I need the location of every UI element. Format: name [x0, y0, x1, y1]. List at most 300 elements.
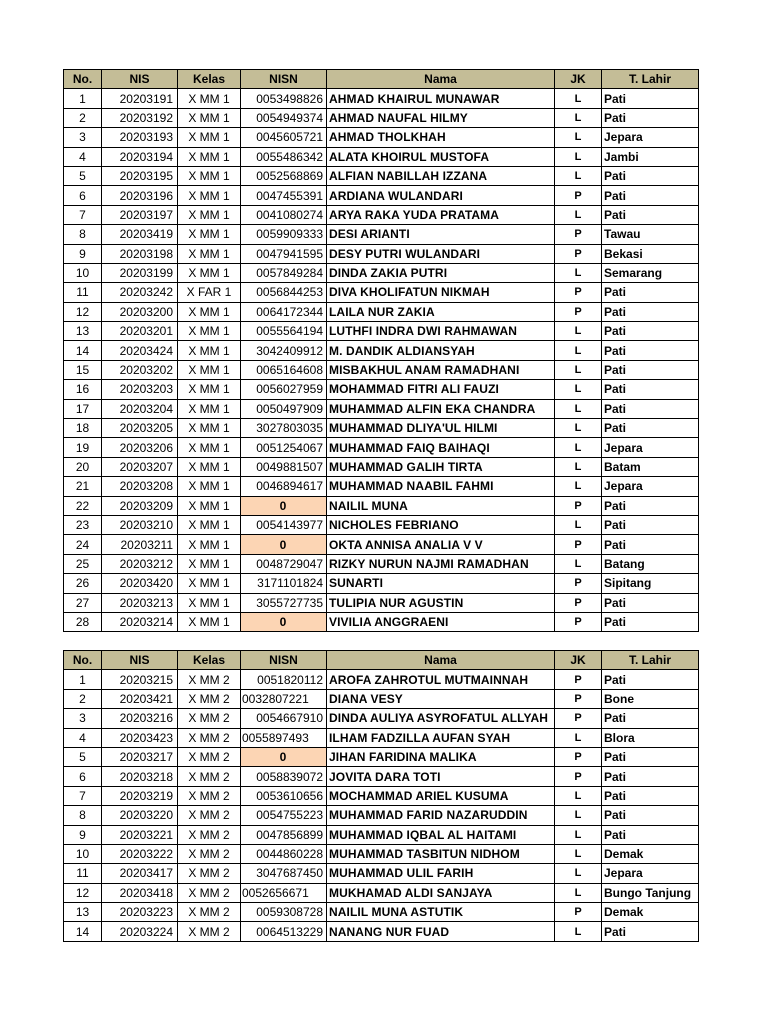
nisn-cell: 0056027959 [241, 380, 327, 399]
nis-cell: 20203424 [102, 341, 178, 360]
kelas-cell: X MM 1 [178, 438, 241, 457]
table-row [64, 360, 699, 379]
nisn-cell: 0052568869 [241, 166, 327, 185]
nama-cell: NAILIL MUNA [327, 496, 555, 515]
nisn-cell: 0054949374 [241, 108, 327, 127]
table-row [64, 399, 699, 418]
nis-cell: 20203208 [102, 477, 178, 496]
jk-cell: L [555, 883, 602, 902]
nama-cell: AHMAD THOLKHAH [327, 128, 555, 147]
nama-cell: DIVA KHOLIFATUN NIKMAH [327, 283, 555, 302]
tempat-lahir-cell: Pati [602, 496, 699, 515]
row-number: 16 [64, 380, 102, 399]
tempat-lahir-cell: Pati [602, 205, 699, 224]
kelas-cell: X MM 2 [178, 747, 241, 766]
nama-cell: JOVITA DARA TOTI [327, 767, 555, 786]
kelas-cell: X MM 1 [178, 166, 241, 185]
tempat-lahir-cell: Pati [602, 922, 699, 941]
nisn-cell: 0048729047 [241, 554, 327, 573]
table-row [64, 147, 699, 166]
nis-cell: 20203214 [102, 612, 178, 631]
jk-cell: L [555, 419, 602, 438]
tempat-lahir-cell: Pati [602, 535, 699, 554]
jk-cell: P [555, 186, 602, 205]
nama-cell: ARDIANA WULANDARI [327, 186, 555, 205]
jk-cell: L [555, 825, 602, 844]
kelas-cell: X MM 1 [178, 380, 241, 399]
kelas-cell: X MM 1 [178, 186, 241, 205]
jk-cell: L [555, 786, 602, 805]
row-number: 27 [64, 593, 102, 612]
nisn-cell: 3027803035 [241, 419, 327, 438]
header-jk: JK [555, 70, 602, 89]
nis-cell: 20203194 [102, 147, 178, 166]
row-number: 13 [64, 903, 102, 922]
nama-cell: DINDA AULIYA ASYROFATUL ALLYAH [327, 709, 555, 728]
row-number: 4 [64, 147, 102, 166]
nis-cell: 20203192 [102, 108, 178, 127]
tempat-lahir-cell: Batam [602, 457, 699, 476]
kelas-cell: X MM 2 [178, 709, 241, 728]
kelas-cell: X MM 1 [178, 554, 241, 573]
table-row [64, 244, 699, 263]
nis-cell: 20203221 [102, 825, 178, 844]
nisn-cell: 0 [241, 612, 327, 631]
nisn-cell: 0047856899 [241, 825, 327, 844]
nisn-cell: 3042409912 [241, 341, 327, 360]
nis-cell: 20203218 [102, 767, 178, 786]
nis-cell: 20203219 [102, 786, 178, 805]
tempat-lahir-cell: Pati [602, 747, 699, 766]
nisn-cell: 0052656671 [241, 883, 327, 902]
kelas-cell: X MM 2 [178, 864, 241, 883]
nisn-cell: 3047687450 [241, 864, 327, 883]
kelas-cell: X MM 1 [178, 515, 241, 534]
row-number: 12 [64, 883, 102, 902]
nis-cell: 20203204 [102, 399, 178, 418]
jk-cell: L [555, 360, 602, 379]
nis-cell: 20203210 [102, 515, 178, 534]
nama-cell: LAILA NUR ZAKIA [327, 302, 555, 321]
nama-cell: TULIPIA NUR AGUSTIN [327, 593, 555, 612]
row-number: 13 [64, 322, 102, 341]
kelas-cell: X MM 2 [178, 786, 241, 805]
nama-cell: RIZKY NURUN NAJMI RAMADHAN [327, 554, 555, 573]
kelas-cell: X MM 2 [178, 825, 241, 844]
row-number: 7 [64, 205, 102, 224]
table-row [64, 903, 699, 922]
nisn-cell: 0032807221 [241, 689, 327, 708]
kelas-cell: X MM 1 [178, 89, 241, 108]
table-row [64, 341, 699, 360]
kelas-cell: X MM 1 [178, 108, 241, 127]
jk-cell: L [555, 554, 602, 573]
nis-cell: 20203222 [102, 844, 178, 863]
row-number: 3 [64, 709, 102, 728]
nis-cell: 20203223 [102, 903, 178, 922]
nis-cell: 20203423 [102, 728, 178, 747]
nama-cell: MUHAMMAD NAABIL FAHMI [327, 477, 555, 496]
nama-cell: MUHAMMAD IQBAL AL HAITAMI [327, 825, 555, 844]
row-number: 26 [64, 574, 102, 593]
nama-cell: MUHAMMAD DLIYA'UL HILMI [327, 419, 555, 438]
kelas-cell: X MM 2 [178, 767, 241, 786]
nama-cell: SUNARTI [327, 574, 555, 593]
kelas-cell: X FAR 1 [178, 283, 241, 302]
kelas-cell: X MM 1 [178, 419, 241, 438]
row-number: 28 [64, 612, 102, 631]
nama-cell: DIANA VESY [327, 689, 555, 708]
tempat-lahir-cell: Blora [602, 728, 699, 747]
tempat-lahir-cell: Pati [602, 612, 699, 631]
tempat-lahir-cell: Jepara [602, 128, 699, 147]
kelas-cell: X MM 1 [178, 496, 241, 515]
nis-cell: 20203419 [102, 225, 178, 244]
jk-cell: P [555, 244, 602, 263]
tempat-lahir-cell: Jepara [602, 438, 699, 457]
table-row [64, 225, 699, 244]
nama-cell: OKTA ANNISA ANALIA V V [327, 535, 555, 554]
nis-cell: 20203207 [102, 457, 178, 476]
nisn-cell: 0051820112 [241, 670, 327, 689]
kelas-cell: X MM 2 [178, 922, 241, 941]
nis-cell: 20203418 [102, 883, 178, 902]
table-row [64, 574, 699, 593]
nisn-cell: 0047941595 [241, 244, 327, 263]
nisn-cell: 0053498826 [241, 89, 327, 108]
tempat-lahir-cell: Pati [602, 89, 699, 108]
nama-cell: MUKHAMAD ALDI SANJAYA [327, 883, 555, 902]
row-number: 5 [64, 166, 102, 185]
jk-cell: L [555, 457, 602, 476]
table-row [64, 128, 699, 147]
tempat-lahir-cell: Pati [602, 593, 699, 612]
kelas-cell: X MM 1 [178, 457, 241, 476]
tempat-lahir-cell: Pati [602, 360, 699, 379]
nisn-cell: 0059909333 [241, 225, 327, 244]
nisn-cell: 0047455391 [241, 186, 327, 205]
nisn-cell: 0055897493 [241, 728, 327, 747]
tempat-lahir-cell: Pati [602, 302, 699, 321]
nisn-cell: 0050497909 [241, 399, 327, 418]
tempat-lahir-cell: Pati [602, 186, 699, 205]
kelas-cell: X MM 2 [178, 689, 241, 708]
nama-cell: MUHAMMAD FAIQ BAIHAQI [327, 438, 555, 457]
nama-cell: AHMAD KHAIRUL MUNAWAR [327, 89, 555, 108]
table-row [64, 728, 699, 747]
nama-cell: MUHAMMAD GALIH TIRTA [327, 457, 555, 476]
nama-cell: DESY PUTRI WULANDARI [327, 244, 555, 263]
table-row [64, 689, 699, 708]
nis-cell: 20203195 [102, 166, 178, 185]
table-row [64, 205, 699, 224]
jk-cell: P [555, 496, 602, 515]
jk-cell: L [555, 399, 602, 418]
nis-cell: 20203206 [102, 438, 178, 457]
table-row [64, 263, 699, 282]
row-number: 19 [64, 438, 102, 457]
tempat-lahir-cell: Pati [602, 380, 699, 399]
nis-cell: 20203224 [102, 922, 178, 941]
nis-cell: 20203217 [102, 747, 178, 766]
nisn-cell: 0054143977 [241, 515, 327, 534]
header-nama: Nama [327, 651, 555, 670]
header-nis: NIS [102, 70, 178, 89]
nama-cell: ILHAM FADZILLA AUFAN SYAH [327, 728, 555, 747]
nis-cell: 20203193 [102, 128, 178, 147]
tempat-lahir-cell: Bone [602, 689, 699, 708]
kelas-cell: X MM 2 [178, 806, 241, 825]
row-number: 10 [64, 844, 102, 863]
nis-cell: 20203198 [102, 244, 178, 263]
nisn-cell: 0065164608 [241, 360, 327, 379]
table-row [64, 166, 699, 185]
nama-cell: NAILIL MUNA ASTUTIK [327, 903, 555, 922]
jk-cell: L [555, 128, 602, 147]
nisn-cell: 0 [241, 535, 327, 554]
student-table-x-mm-2 [63, 650, 699, 942]
tempat-lahir-cell: Pati [602, 419, 699, 438]
table-row [64, 322, 699, 341]
tempat-lahir-cell: Pati [602, 670, 699, 689]
tempat-lahir-cell: Pati [602, 767, 699, 786]
jk-cell: L [555, 864, 602, 883]
jk-cell: L [555, 166, 602, 185]
nama-cell: M. DANDIK ALDIANSYAH [327, 341, 555, 360]
nis-cell: 20203196 [102, 186, 178, 205]
kelas-cell: X MM 1 [178, 593, 241, 612]
nis-cell: 20203200 [102, 302, 178, 321]
row-number: 22 [64, 496, 102, 515]
jk-cell: P [555, 689, 602, 708]
jk-cell: P [555, 612, 602, 631]
jk-cell: L [555, 477, 602, 496]
table-row [64, 767, 699, 786]
tempat-lahir-cell: Pati [602, 283, 699, 302]
jk-cell: L [555, 205, 602, 224]
tempat-lahir-cell: Jepara [602, 864, 699, 883]
nis-cell: 20203417 [102, 864, 178, 883]
table-header-row [64, 651, 699, 670]
tempat-lahir-cell: Pati [602, 399, 699, 418]
header-kelas: Kelas [178, 70, 241, 89]
nisn-cell: 0 [241, 496, 327, 515]
row-number: 23 [64, 515, 102, 534]
nama-cell: MUHAMMAD FARID NAZARUDDIN [327, 806, 555, 825]
nama-cell: ALFIAN NABILLAH IZZANA [327, 166, 555, 185]
nis-cell: 20203212 [102, 554, 178, 573]
jk-cell: L [555, 341, 602, 360]
nis-cell: 20203215 [102, 670, 178, 689]
header-nama: Nama [327, 70, 555, 89]
table-row [64, 612, 699, 631]
nama-cell: MISBAKHUL ANAM RAMADHANI [327, 360, 555, 379]
row-number: 10 [64, 263, 102, 282]
tempat-lahir-cell: Pati [602, 786, 699, 805]
nisn-cell: 0045605721 [241, 128, 327, 147]
table-row [64, 89, 699, 108]
row-number: 8 [64, 225, 102, 244]
row-number: 11 [64, 864, 102, 883]
student-table-x-mm-1 [63, 69, 699, 632]
row-number: 24 [64, 535, 102, 554]
header-no: No. [64, 70, 102, 89]
nama-cell: ARYA RAKA YUDA PRATAMA [327, 205, 555, 224]
tempat-lahir-cell: Jepara [602, 477, 699, 496]
kelas-cell: X MM 1 [178, 574, 241, 593]
row-number: 2 [64, 108, 102, 127]
jk-cell: P [555, 593, 602, 612]
header-nisn: NISN [241, 70, 327, 89]
table-row [64, 922, 699, 941]
jk-cell: L [555, 844, 602, 863]
nis-cell: 20203216 [102, 709, 178, 728]
jk-cell: L [555, 108, 602, 127]
nama-cell: ALATA KHOIRUL MUSTOFA [327, 147, 555, 166]
nisn-cell: 0044860228 [241, 844, 327, 863]
kelas-cell: X MM 2 [178, 728, 241, 747]
nis-cell: 20203203 [102, 380, 178, 399]
table-row [64, 554, 699, 573]
tempat-lahir-cell: Pati [602, 108, 699, 127]
nama-cell: MOCHAMMAD ARIEL KUSUMA [327, 786, 555, 805]
kelas-cell: X MM 1 [178, 263, 241, 282]
tempat-lahir-cell: Pati [602, 825, 699, 844]
kelas-cell: X MM 1 [178, 225, 241, 244]
nisn-cell: 0051254067 [241, 438, 327, 457]
nama-cell: VIVILIA ANGGRAENI [327, 612, 555, 631]
header-lahir: T. Lahir [602, 70, 699, 89]
jk-cell: P [555, 225, 602, 244]
table-row [64, 457, 699, 476]
jk-cell: L [555, 806, 602, 825]
row-number: 18 [64, 419, 102, 438]
nisn-cell: 0056844253 [241, 283, 327, 302]
kelas-cell: X MM 2 [178, 903, 241, 922]
kelas-cell: X MM 1 [178, 399, 241, 418]
row-number: 9 [64, 825, 102, 844]
kelas-cell: X MM 1 [178, 535, 241, 554]
nisn-cell: 0059308728 [241, 903, 327, 922]
nis-cell: 20203205 [102, 419, 178, 438]
row-number: 4 [64, 728, 102, 747]
tempat-lahir-cell: Jambi [602, 147, 699, 166]
jk-cell: P [555, 767, 602, 786]
tempat-lahir-cell: Tawau [602, 225, 699, 244]
nisn-cell: 0054755223 [241, 806, 327, 825]
nisn-cell: 0046894617 [241, 477, 327, 496]
tempat-lahir-cell: Demak [602, 903, 699, 922]
table-row [64, 496, 699, 515]
tempat-lahir-cell: Bekasi [602, 244, 699, 263]
row-number: 17 [64, 399, 102, 418]
nis-cell: 20203420 [102, 574, 178, 593]
nama-cell: MUHAMMAD ALFIN EKA CHANDRA [327, 399, 555, 418]
row-number: 2 [64, 689, 102, 708]
nama-cell: NICHOLES FEBRIANO [327, 515, 555, 534]
jk-cell: P [555, 574, 602, 593]
table-row [64, 108, 699, 127]
jk-cell: L [555, 322, 602, 341]
nisn-cell: 0 [241, 747, 327, 766]
nis-cell: 20203191 [102, 89, 178, 108]
header-jk: JK [555, 651, 602, 670]
nama-cell: MUHAMMAD ULIL FARIH [327, 864, 555, 883]
row-number: 1 [64, 670, 102, 689]
row-number: 21 [64, 477, 102, 496]
nama-cell: MOHAMMAD FITRI ALI FAUZI [327, 380, 555, 399]
nis-cell: 20203209 [102, 496, 178, 515]
nis-cell: 20203202 [102, 360, 178, 379]
kelas-cell: X MM 1 [178, 612, 241, 631]
nama-cell: AROFA ZAHROTUL MUTMAINNAH [327, 670, 555, 689]
row-number: 6 [64, 767, 102, 786]
table-row [64, 477, 699, 496]
nis-cell: 20203201 [102, 322, 178, 341]
row-number: 15 [64, 360, 102, 379]
table-row [64, 380, 699, 399]
table-row [64, 844, 699, 863]
kelas-cell: X MM 1 [178, 477, 241, 496]
nis-cell: 20203242 [102, 283, 178, 302]
table-row [64, 535, 699, 554]
kelas-cell: X MM 2 [178, 844, 241, 863]
jk-cell: P [555, 747, 602, 766]
tempat-lahir-cell: Pati [602, 806, 699, 825]
row-number: 14 [64, 341, 102, 360]
kelas-cell: X MM 2 [178, 670, 241, 689]
jk-cell: P [555, 709, 602, 728]
jk-cell: L [555, 380, 602, 399]
table-row [64, 864, 699, 883]
tempat-lahir-cell: Demak [602, 844, 699, 863]
jk-cell: L [555, 438, 602, 457]
nama-cell: JIHAN FARIDINA MALIKA [327, 747, 555, 766]
row-number: 7 [64, 786, 102, 805]
nisn-cell: 0057849284 [241, 263, 327, 282]
table-row [64, 593, 699, 612]
table-header-row [64, 70, 699, 89]
nis-cell: 20203197 [102, 205, 178, 224]
row-number: 11 [64, 283, 102, 302]
nama-cell: AHMAD NAUFAL HILMY [327, 108, 555, 127]
nisn-cell: 0049881507 [241, 457, 327, 476]
jk-cell: P [555, 903, 602, 922]
jk-cell: P [555, 302, 602, 321]
table-row [64, 283, 699, 302]
header-nisn: NISN [241, 651, 327, 670]
table-row [64, 747, 699, 766]
header-nis: NIS [102, 651, 178, 670]
table-row [64, 786, 699, 805]
jk-cell: P [555, 283, 602, 302]
kelas-cell: X MM 1 [178, 128, 241, 147]
kelas-cell: X MM 2 [178, 883, 241, 902]
jk-cell: L [555, 515, 602, 534]
nis-cell: 20203421 [102, 689, 178, 708]
nisn-cell: 3171101824 [241, 574, 327, 593]
kelas-cell: X MM 1 [178, 244, 241, 263]
table-row [64, 438, 699, 457]
tempat-lahir-cell: Semarang [602, 263, 699, 282]
jk-cell: P [555, 535, 602, 554]
tempat-lahir-cell: Pati [602, 322, 699, 341]
nisn-cell: 0064513229 [241, 922, 327, 941]
nisn-cell: 0054667910 [241, 709, 327, 728]
nama-cell: DINDA ZAKIA PUTRI [327, 263, 555, 282]
row-number: 9 [64, 244, 102, 263]
tempat-lahir-cell: Bungo Tanjung [602, 883, 699, 902]
